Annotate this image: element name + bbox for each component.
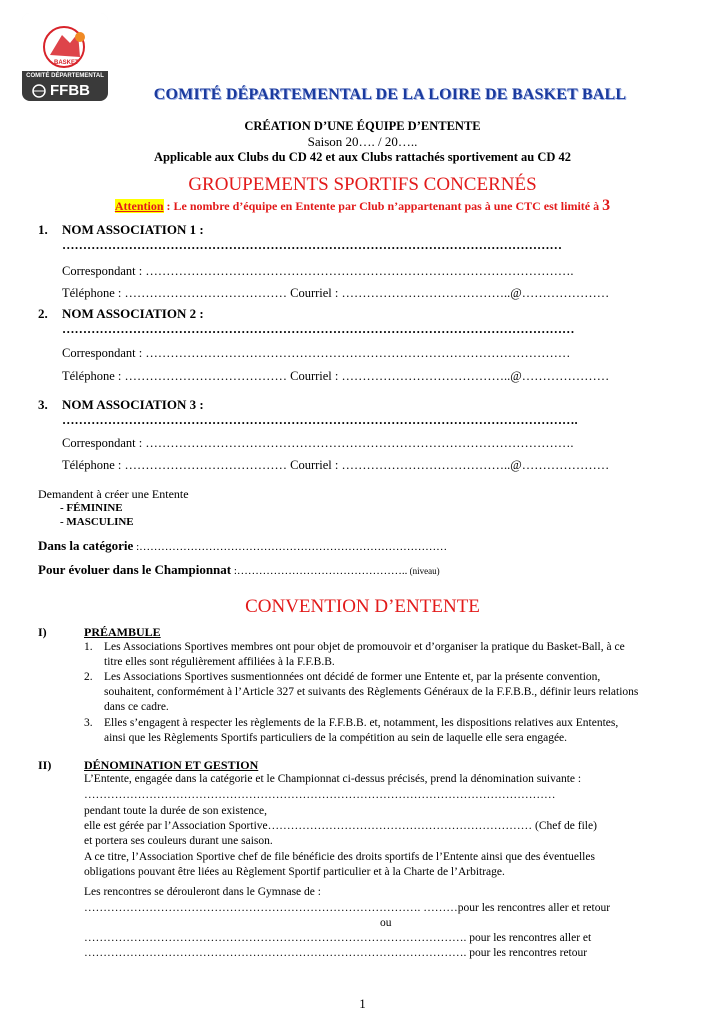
categorie-field[interactable]: :………………………………………………………………………… xyxy=(133,541,448,553)
committee-title: COMITÉ DÉPARTEMENTAL DE LA LOIRE DE BASKET BALL xyxy=(153,86,627,103)
preambule-item-number: 2. xyxy=(84,671,93,683)
convention-title: CONVENTION D’ENTENTE xyxy=(245,596,480,617)
association-1-label: NOM ASSOCIATION 1 : xyxy=(62,222,204,237)
section-2-title: DÉNOMINATION ET GESTION xyxy=(84,758,259,772)
chef-de-file-field[interactable]: elle est gérée par l’Association Sportive…………………………………………………………… (Chef de file) xyxy=(84,820,597,832)
preambule-item-3-line2: ainsi que les Règlements Sportifs particuliers de la compétition au sein de laquelle elle sera engagée. xyxy=(104,732,568,744)
association-1-name-field[interactable]: ………………………………………………………………………………………………………… xyxy=(62,238,562,252)
section-2-number: II) xyxy=(38,758,52,772)
preambule-item-number: 3. xyxy=(84,717,93,729)
section-1-title: PRÉAMBULE xyxy=(84,625,161,639)
attention-line xyxy=(0,197,725,215)
ou-separator: ou xyxy=(380,917,392,929)
categorie-label: Dans la catégorie xyxy=(38,538,134,553)
niveau-note: (niveau) xyxy=(407,566,440,576)
attention-label: Attention xyxy=(114,199,164,213)
logo-brand-text: FFBB xyxy=(50,82,90,99)
association-2-name-field[interactable]: …………………………………………………………………………………………………………… xyxy=(62,322,575,336)
option-masculine[interactable]: - MASCULINE xyxy=(60,516,134,528)
association-3-name-field[interactable]: ……………………………………………………………………………………………………………. xyxy=(62,413,578,427)
association-2-correspondant-field[interactable]: Correspondant : ………………………………………………………………………………………… xyxy=(62,346,571,360)
association-2-label: NOM ASSOCIATION 2 : xyxy=(62,306,204,321)
preambule-item-number: 1. xyxy=(84,641,93,653)
association-3-label: NOM ASSOCIATION 3 : xyxy=(62,397,204,412)
association-2-contact-field[interactable]: Téléphone : ………………………………… Courriel : …………………………………..@………………… xyxy=(62,369,610,383)
demande-intro: Demandent à créer une Entente xyxy=(38,487,189,501)
option-feminine[interactable]: - FÉMININE xyxy=(60,502,123,514)
denomination-field[interactable]: …………………………………………………………………………………………………………… xyxy=(84,789,556,801)
logo-mark: BASKET xyxy=(54,60,79,66)
season-line: Saison 20…. / 20….. xyxy=(307,134,418,149)
preambule-item-2-line3: dans ce cadre. xyxy=(104,701,169,713)
gymnase-retour-field[interactable]: ………………………………………………………………………………………. pour les rencontres retour xyxy=(84,947,588,959)
denomination-line-7: obligations pouvant être liées au Règlement Sportif particulier et à la Charte de l’Arbitrage. xyxy=(84,866,505,878)
preambule-item-1-line2: titre elles sont régulièrement affiliées à la F.F.B.B. xyxy=(104,656,335,668)
preambule-item-1-line1: Les Associations Sportives membres ont pour objet de promouvoir et d’organiser la pratique du Basket-Ball, à ce xyxy=(104,641,625,653)
preambule-item-2-line1: Les Associations Sportives susmentionnées ont décidé de former une Entente et, par la présente convention, xyxy=(104,671,601,683)
page-number: 1 xyxy=(359,996,366,1011)
groupements-title: GROUPEMENTS SPORTIFS CONCERNÉS xyxy=(188,174,537,195)
championnat-field[interactable]: :……………………………………….. xyxy=(231,565,408,577)
preambule-item-2-line2: souhaitent, conformément à l’Article 327 et suivants des Règlements Généraux de la F.F.B.B., définir leurs relations xyxy=(104,686,639,698)
championnat-line xyxy=(38,562,440,578)
ffbb-logo xyxy=(22,13,108,101)
preambule-item-3-line1: Elles s’engagent à respecter les règlements de la F.F.B.B. et, notamment, les dispositions relatives aux Ententes, xyxy=(104,717,619,729)
association-2-number: 2. xyxy=(38,306,48,321)
categorie-line xyxy=(38,538,447,554)
logo-committee-text: COMITÉ DÉPARTEMENTAL xyxy=(26,73,104,79)
association-1-correspondant-field[interactable]: Correspondant : …………………………………………………………………………………………. xyxy=(62,264,574,278)
denomination-line-5: et portera ses couleurs durant une saison. xyxy=(84,835,273,847)
association-1-number: 1. xyxy=(38,222,48,237)
association-3-number: 3. xyxy=(38,397,48,412)
gymnase-aller-retour-field[interactable]: ……………………………………………………………………………. ………pour les rencontres aller et retour xyxy=(84,902,611,914)
association-3-contact-field[interactable]: Téléphone : ………………………………… Courriel : …………………………………..@………………… xyxy=(62,458,610,472)
applicable-line: Applicable aux Clubs du CD 42 et aux Clubs rattachés sportivement au CD 42 xyxy=(153,150,572,164)
rencontres-intro: Les rencontres se dérouleront dans le Gymnase de : xyxy=(84,886,321,898)
denomination-line-6: A ce titre, l’Association Sportive chef de file bénéficie des droits sportifs de l’Entente ainsi que des éventuelles xyxy=(84,851,595,863)
document-subtitle: CRÉATION D’UNE ÉQUIPE D’ENTENTE xyxy=(244,119,481,133)
section-1-number: I) xyxy=(38,625,47,639)
gymnase-aller-field[interactable]: ………………………………………………………………………………………. pour les rencontres aller et xyxy=(84,932,592,944)
limit-value: 3 xyxy=(602,197,611,214)
association-3-correspondant-field[interactable]: Correspondant : …………………………………………………………………………………………. xyxy=(62,436,574,450)
association-1-contact-field[interactable]: Téléphone : ………………………………… Courriel : …………………………………..@………………… xyxy=(62,286,610,300)
championnat-label: Pour évoluer dans le Championnat xyxy=(38,562,232,577)
attention-text: : Le nombre d’équipe en Entente par Club n’appartenant pas à une CTC est limité à xyxy=(163,199,603,213)
denomination-line-3: pendant toute la durée de son existence, xyxy=(84,805,267,817)
denomination-line-1: L’Entente, engagée dans la catégorie et le Championnat ci-dessus précisés, prend la dénomination suivante : xyxy=(84,773,582,785)
